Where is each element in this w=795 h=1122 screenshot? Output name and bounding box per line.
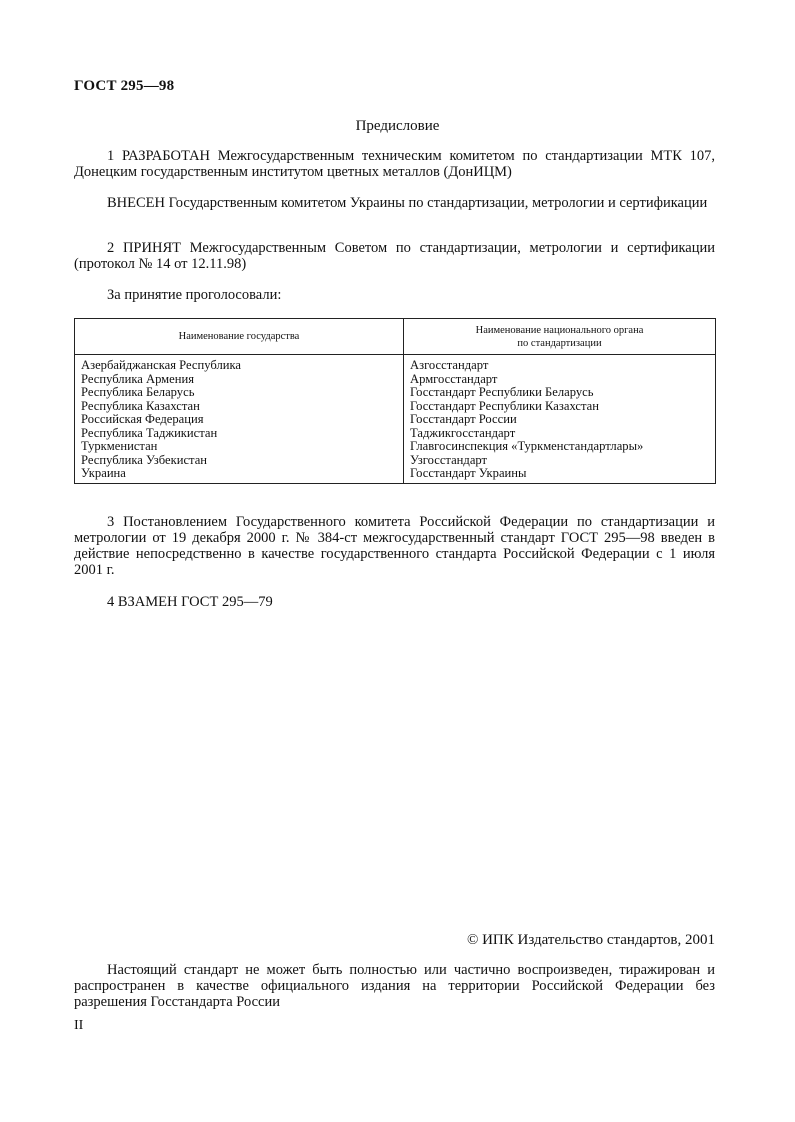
table-cell: Главгосинспекция «Туркменстандартлары» xyxy=(410,439,644,453)
standards-bodies-cell xyxy=(404,355,716,484)
table-cell: Туркменистан xyxy=(81,439,158,453)
state-column-header: Наименование государства xyxy=(75,319,404,355)
standards-body-header-line2: по стандартизации xyxy=(517,337,602,349)
copyright-line: © ИПК Издательство стандартов, 2001 xyxy=(466,932,715,948)
table-cell: Российская Федерация xyxy=(81,412,204,426)
reproduction-notice: Настоящий стандарт не может быть полностью или частично воспроизведен, тиражирован и распространен в качестве официального издания на территории Российской Федерации без разрешения Госстандарта России xyxy=(74,962,715,1010)
page-number: II xyxy=(74,1018,84,1033)
table-cell: Таджикгосстандарт xyxy=(410,425,516,440)
document-code: ГОСТ 295—98 xyxy=(74,78,175,94)
table-cell: Азербайджанская Республика xyxy=(81,358,242,372)
replaces-paragraph: 4 ВЗАМЕН ГОСТ 295—79 xyxy=(107,594,273,610)
table-cell: Республика Таджикистан xyxy=(81,425,218,440)
table-cell: Республика Казахстан xyxy=(81,398,200,413)
table-cell: Госстандарт России xyxy=(410,412,517,426)
preface-submitted-paragraph: ВНЕСЕН Государственным комитетом Украины по стандартизации, метрологии и сертификации xyxy=(107,195,708,211)
voted-for-label: За принятие проголосовали: xyxy=(107,287,282,303)
table-cell: Республика Беларусь xyxy=(81,385,195,399)
state-names-cell xyxy=(75,355,404,484)
preface-adopted-paragraph: 2 ПРИНЯТ Межгосударственным Советом по стандартизации, метрологии и сертификации (протокол № 14 от 12.11.98) xyxy=(74,240,715,272)
preface-developed-paragraph: 1 РАЗРАБОТАН Межгосударственным техническим комитетом по стандартизации МТК 107, Донецким государственным институтом цветных металлов (ДонИЦМ) xyxy=(74,148,715,180)
member-states-table xyxy=(74,318,716,484)
table-cell: Украина xyxy=(81,466,126,480)
standards-body-column-header xyxy=(404,319,716,355)
table-cell: Армгосстандарт xyxy=(410,371,498,386)
table-cell: Узгосстандарт xyxy=(410,452,488,467)
table-cell: Госстандарт Республики Казахстан xyxy=(410,398,599,413)
table-cell: Азгосстандарт xyxy=(410,358,489,372)
table-body-row xyxy=(75,355,716,484)
table-header-row xyxy=(75,319,716,355)
enactment-paragraph: 3 Постановлением Государственного комитета Российской Федерации по стандартизации и метрологии от 19 декабря 2000 г. № 384-ст межгосударственный стандарт ГОСТ 295—98 введен в действие непосредственно в качестве государственного стандарта Российской Федерации с 1 июля 2001 г. xyxy=(74,514,715,578)
table-cell: Госстандарт Республики Беларусь xyxy=(410,385,594,399)
table-cell: Республика Армения xyxy=(81,371,195,386)
table-cell: Госстандарт Украины xyxy=(410,466,527,480)
standards-body-header-line1: Наименование национального органа xyxy=(475,324,644,336)
preface-title: Предисловие xyxy=(355,118,440,134)
table-cell: Республика Узбекистан xyxy=(81,452,208,467)
